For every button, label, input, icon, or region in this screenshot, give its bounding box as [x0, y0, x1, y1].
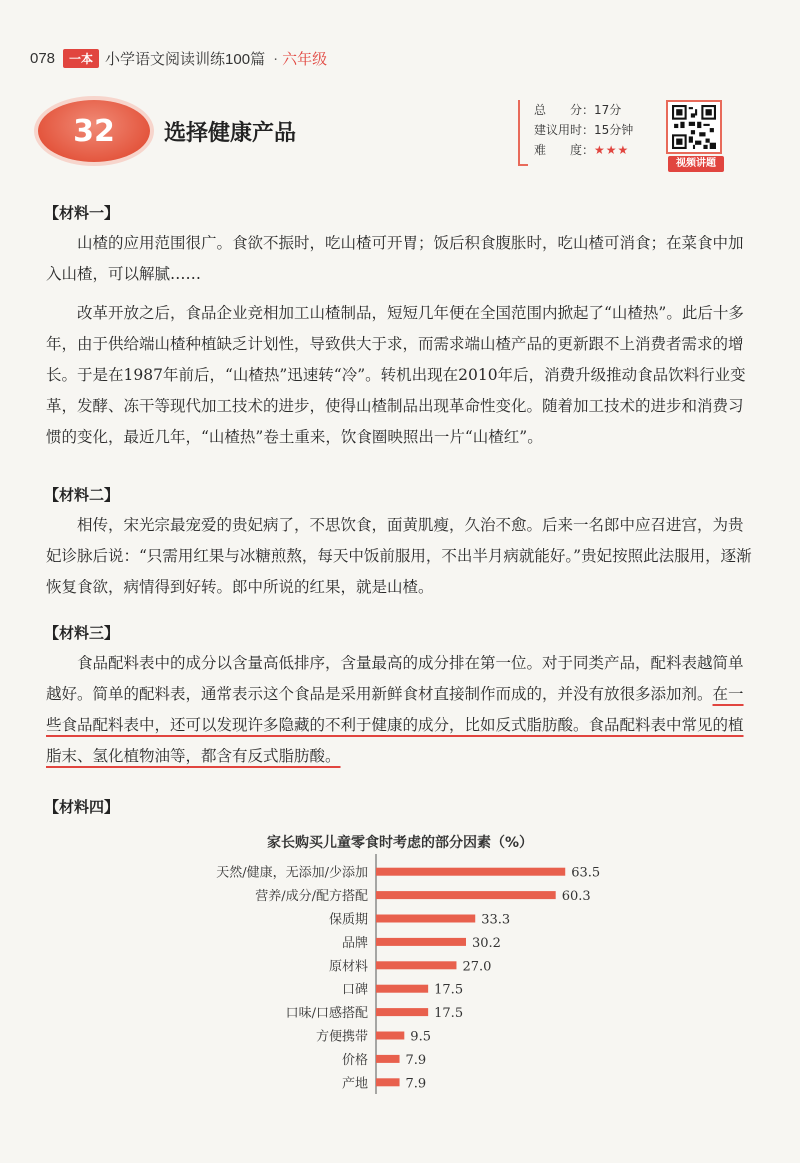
difficulty-row	[534, 140, 656, 160]
bar	[376, 938, 466, 946]
category-label: 保质期	[328, 912, 368, 928]
qr-code-icon	[671, 105, 717, 149]
difficulty-label: 难 度：	[534, 143, 595, 157]
material-3-paragraph-1	[46, 648, 758, 772]
bar	[376, 891, 556, 899]
book-title: 小学语文阅读训练100篇	[105, 50, 266, 68]
category-label: 原材料	[328, 959, 368, 975]
page-number: 078	[30, 49, 56, 67]
category-label: 价格	[341, 1052, 368, 1068]
value-label: 17.5	[434, 982, 464, 998]
suggested-time-row	[534, 120, 656, 140]
value-label: 17.5	[434, 1006, 464, 1022]
suggested-time-label: 建议用时：	[534, 123, 595, 137]
bar	[376, 868, 565, 876]
total-score-row	[534, 100, 656, 120]
bar	[376, 915, 475, 923]
bar	[376, 1078, 400, 1086]
video-lecture-label[interactable]: 视频讲题	[668, 156, 724, 172]
lesson-number-badge	[38, 100, 150, 162]
qr-code[interactable]	[666, 100, 722, 154]
category-label: 方便携带	[315, 1029, 368, 1045]
material-1-paragraph-1: 山楂的应用范围很广。食欲不振时，吃山楂可开胃；饭后积食腹胀时，吃山楂可消食；在菜食中加入山楂，可以解腻……	[46, 234, 744, 283]
value-label: 33.3	[481, 912, 511, 928]
value-label: 9.5	[410, 1029, 431, 1045]
lesson-number: 32	[73, 113, 115, 149]
header-separator: ·	[273, 49, 279, 67]
material-3-label: 【材料三】	[44, 624, 120, 642]
material-4-label: 【材料四】	[44, 798, 120, 816]
category-label: 口味/口感搭配	[285, 1006, 368, 1022]
material-3-text: 食品配料表中的成分以含量高低排序，含量最高的成分排在第一位。对于同类产品，配料表越简单越好。简单的配料表，通常表示这个食品是采用新鲜食材直接制作而成的，并没有放很多添加剂。	[46, 654, 744, 703]
material-1-label: 【材料一】	[44, 204, 120, 222]
meta-box-corner	[518, 156, 528, 166]
value-label: 60.3	[561, 889, 591, 905]
bar	[376, 1055, 400, 1063]
chart-title: 家长购买儿童零食时考虑的部分因素（%）	[266, 835, 534, 851]
bar-chart	[0, 852, 800, 1102]
value-label: 7.9	[405, 1076, 427, 1092]
value-label: 7.9	[405, 1052, 427, 1068]
total-score-label: 总 分：	[534, 103, 595, 117]
bar	[376, 961, 456, 969]
book-logo: 一本	[63, 49, 99, 68]
difficulty-stars: ★★★	[594, 143, 630, 157]
material-1-paragraph-2: 改革开放之后，食品企业竞相加工山楂制品，短短几年便在全国范围内掀起了“山楂热”。此后十多年，由于供给端山楂种植缺乏计划性，导致供大于求，而需求端山楂产品的更新跟不上消费者需求的增长。于是在1987年前后，“山楂热”迅速转“冷”。转机出现在2010年后，消费升级推动食品饮料行业变革，发酵、冻干等现代加工技术的进步，使得山楂制品出现革命性变化。随着加工技术的进步和消费习惯的变化，最近几年，“山楂热”卷土重来，饮食圈映照出一片“山楂红”。	[46, 304, 746, 446]
bar	[376, 985, 428, 993]
bar	[376, 1008, 428, 1016]
value-label: 30.2	[471, 935, 501, 951]
category-label: 天然/健康，无添加/少添加	[216, 865, 368, 881]
value-label: 27.0	[462, 959, 492, 975]
page-header	[30, 44, 770, 72]
category-label: 品牌	[341, 935, 368, 951]
category-label: 产地	[341, 1076, 368, 1092]
grade-label: 六年级	[282, 50, 328, 68]
category-label: 口碑	[341, 982, 368, 998]
total-score-value: 17分	[594, 103, 622, 117]
material-2-label: 【材料二】	[44, 486, 120, 504]
lesson-title: 选择健康产品	[164, 121, 297, 146]
bar	[376, 1032, 404, 1040]
material-3-underlined-text: 在一些食品配料表中，还可以发现许多隐藏的不利于健康的成分，比如反式脂肪酸。食品配料表中常见的植脂末、氢化植物油等，都含有反式脂肪酸。	[46, 685, 744, 765]
suggested-time-value: 15分钟	[594, 123, 634, 137]
value-label: 63.5	[571, 865, 601, 881]
category-label: 营养/成分/配方搭配	[255, 889, 368, 905]
material-2-paragraph-1: 相传，宋光宗最宠爱的贵妃病了，不思饮食，面黄肌瘦，久治不愈。后来一名郎中应召进宫，为贵妃诊脉后说：“只需用红果与冰糖煎熬，每天中饭前服用，不出半月病就能好。”贵妃按照此法服用，逐渐恢复食欲，病情得到好转。郎中所说的红果，就是山楂。	[46, 516, 752, 596]
lesson-meta	[518, 100, 656, 160]
